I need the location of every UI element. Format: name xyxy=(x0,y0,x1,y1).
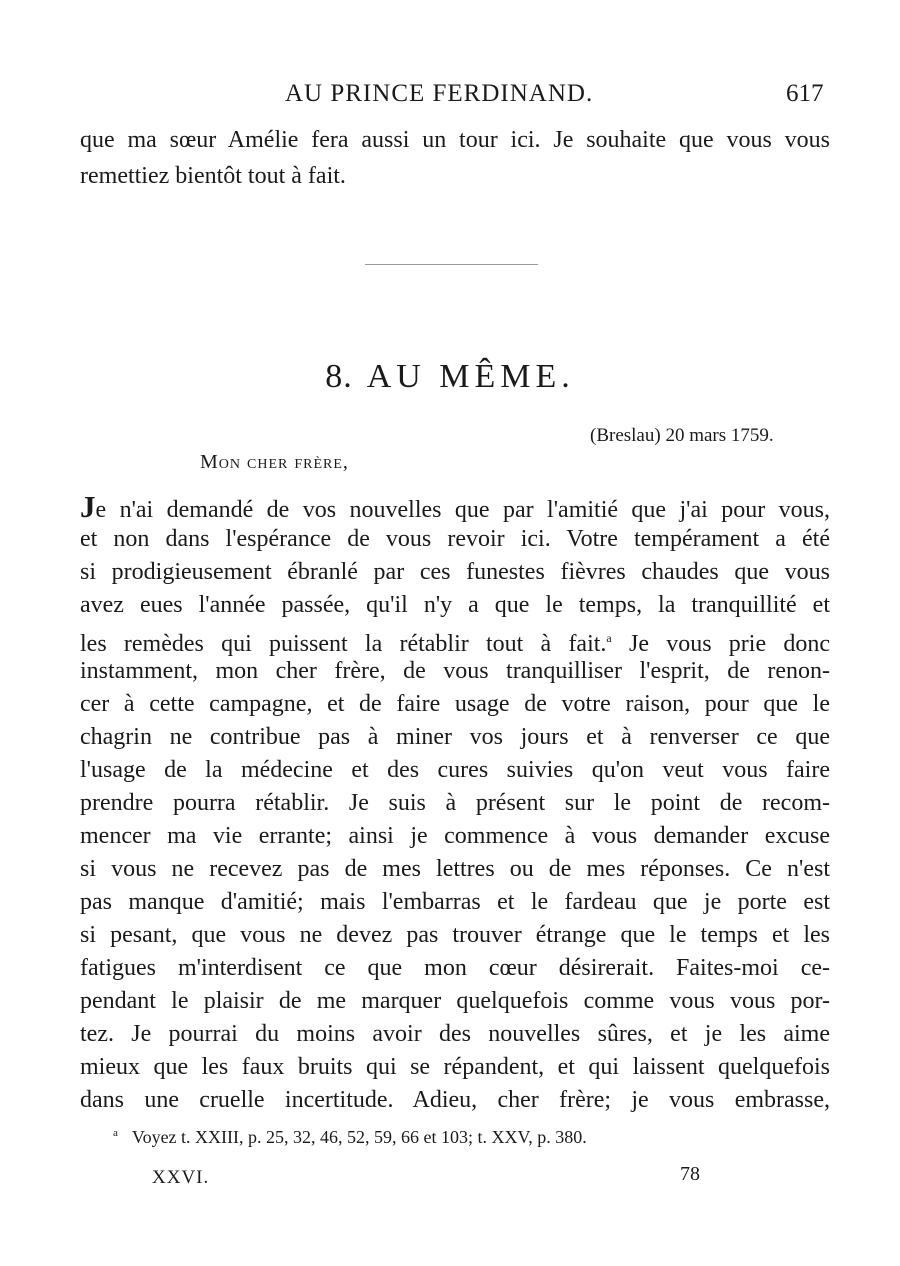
text-line: avez eues l'année passée, qu'il n'y a que le temps, la tranquillité et xyxy=(80,592,830,618)
volume-signature: XXVI. xyxy=(152,1167,210,1188)
text-line: instamment, mon cher frère, de vous tranquilliser l'esprit, de renon- xyxy=(80,658,830,684)
letter-title: AU MÊME. xyxy=(366,358,575,395)
text-line: si pesant, que vous ne devez pas trouver étrange que le temps et les xyxy=(80,922,830,948)
footnote-reference: a xyxy=(606,631,612,645)
text-line: si vous ne recevez pas de mes lettres ou de mes réponses. Ce n'est xyxy=(80,856,830,882)
text-line xyxy=(80,490,830,527)
text-line: prendre pourra rétablir. Je suis à présent sur le point de recom- xyxy=(80,790,830,816)
dateline: (Breslau) 20 mars 1759. xyxy=(590,425,774,446)
text-line: et non dans l'espérance de vous revoir ici. Votre tempérament a été xyxy=(80,526,830,552)
letter-heading xyxy=(0,358,900,396)
page-number: 617 xyxy=(786,80,824,107)
text-line: si prodigieusement ébranlé par ces funestes fièvres chaudes que vous xyxy=(80,559,830,585)
section-separator xyxy=(365,264,538,265)
text-line: que ma sœur Amélie fera aussi un tour ici. Je souhaite que vous vous xyxy=(80,127,830,153)
text-line: cer à cette campagne, et de faire usage de votre raison, pour que le xyxy=(80,691,830,717)
footnote-mark: a xyxy=(113,1127,118,1139)
text-line: mieux que les faux bruits qui se répandent, et qui laissent quelquefois xyxy=(80,1054,830,1080)
drop-cap: J xyxy=(80,489,96,524)
text-line: mencer ma vie errante; ainsi je commence à vous demander excuse xyxy=(80,823,830,849)
running-title: AU PRINCE FERDINAND. xyxy=(285,80,594,107)
text-line: remettiez bientôt tout à fait. xyxy=(80,163,346,189)
text-line: pendant le plaisir de me marquer quelquefois comme vous vous por- xyxy=(80,988,830,1014)
letter-number: 8. xyxy=(325,358,353,395)
footnote xyxy=(113,1127,587,1148)
first-line-text: e n'ai demandé de vos nouvelles que par l'amitié que j'ai pour vous, xyxy=(95,497,830,523)
line-text: Je vous prie donc xyxy=(611,631,830,657)
sheet-number: 78 xyxy=(680,1163,700,1185)
text-line: dans une cruelle incertitude. Adieu, cher frère; je vous embrasse, xyxy=(80,1087,830,1113)
salutation: Mon cher frère, xyxy=(200,451,349,473)
text-line: pas manque d'amitié; mais l'embarras et le fardeau que je porte est xyxy=(80,889,830,915)
footnote-text: Voyez t. XXIII, p. 25, 32, 46, 52, 59, 66 et 103; t. XXV, p. 380. xyxy=(131,1127,587,1147)
text-line: l'usage de la médecine et des cures suivies qu'on veut vous faire xyxy=(80,757,830,783)
line-text: les remèdes qui puissent la rétablir tout à fait. xyxy=(80,631,607,657)
text-line: chagrin ne contribue pas à miner vos jours et à renverser ce que xyxy=(80,724,830,750)
text-line: fatigues m'interdisent ce que mon cœur désirerait. Faites-moi ce- xyxy=(80,955,830,981)
text-line: tez. Je pourrai du moins avoir des nouvelles sûres, et je les aime xyxy=(80,1021,830,1047)
